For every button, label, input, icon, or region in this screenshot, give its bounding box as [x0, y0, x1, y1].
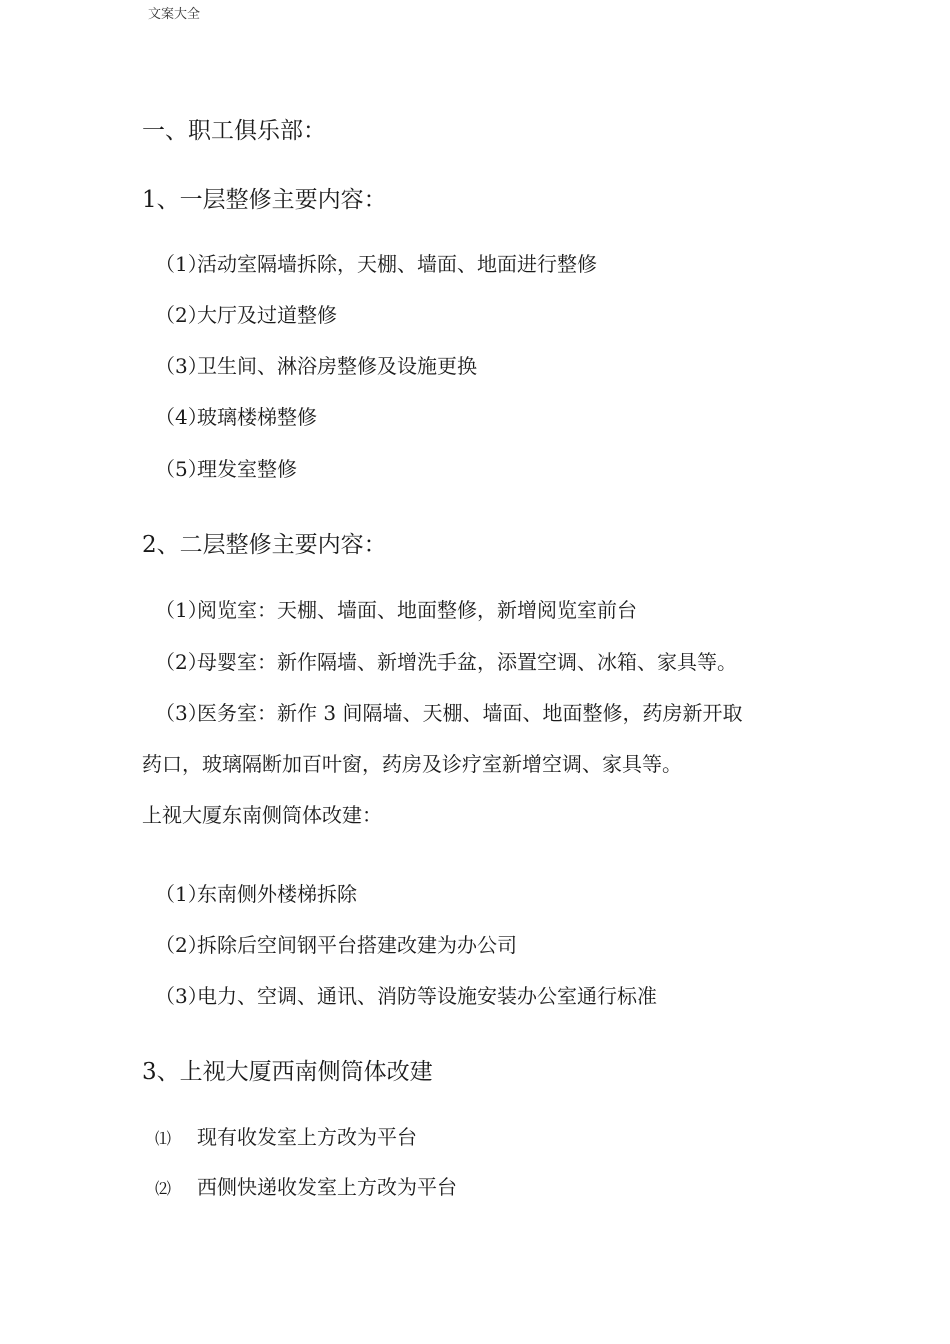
item-text: 阅览室：天棚、墙面、地面整修，新增阅览室前台 [197, 598, 637, 622]
item-text: 活动室隔墙拆除，天棚、墙面、地面进行整修 [197, 252, 597, 276]
section1-item-2 [155, 299, 337, 328]
section3-item-1 [155, 1121, 417, 1150]
section2-heading: 2、二层整修主要内容： [142, 532, 387, 558]
item-number: （5） [155, 457, 208, 481]
item-number: （3） [155, 701, 208, 725]
item-text: 玻璃楼梯整修 [197, 405, 317, 429]
item-number: ⑴ [155, 1129, 172, 1148]
item-text: 西侧快递收发室上方改为平台 [197, 1175, 457, 1199]
section3-heading: 3、上视大厦西南侧筒体改建 [142, 1059, 433, 1085]
document-title: 一、职工俱乐部： [142, 118, 326, 144]
subsection-item-1 [155, 878, 357, 907]
item-text: 大厅及过道整修 [197, 303, 337, 327]
item-number: （2） [155, 933, 208, 957]
section2-item-2 [155, 646, 737, 675]
item-text: 东南侧外楼梯拆除 [197, 882, 357, 906]
section1-item-4 [155, 401, 317, 430]
subsection-item-2 [155, 929, 517, 958]
subsection-heading: 上视大厦东南侧筒体改建： [142, 803, 382, 827]
item-number: （3） [155, 354, 208, 378]
section1-item-1 [155, 248, 597, 277]
header-note: 文案大全 [148, 7, 201, 22]
item-number: （1） [155, 598, 208, 622]
section1-item-3 [155, 350, 477, 379]
item-text: 母婴室：新作隔墙、新增洗手盆，添置空调、冰箱、家具等。 [197, 650, 737, 674]
item-text: 电力、空调、通讯、消防等设施安装办公室通行标准 [197, 984, 657, 1008]
section2-item-3 [155, 697, 742, 726]
item-number: ⑵ [155, 1179, 172, 1198]
item-number: （3） [155, 984, 208, 1008]
section3-item-2 [155, 1171, 457, 1200]
item-number: （2） [155, 303, 208, 327]
item-text: 拆除后空间钢平台搭建改建为办公司 [197, 933, 517, 957]
section2-item-1 [155, 594, 637, 623]
item-number: （1） [155, 252, 208, 276]
item-number: （4） [155, 405, 208, 429]
item-text: 卫生间、淋浴房整修及设施更换 [197, 354, 477, 378]
item-text: 理发室整修 [197, 457, 297, 481]
item-text: 医务室：新作 3 间隔墙、天棚、墙面、地面整修，药房新开取 [197, 701, 743, 725]
section1-item-5 [155, 453, 297, 482]
item-number: （1） [155, 882, 208, 906]
subsection-item-3 [155, 980, 657, 1009]
section1-heading: 1、一层整修主要内容： [142, 187, 387, 213]
section2-item-3-continuation: 药口，玻璃隔断加百叶窗，药房及诊疗室新增空调、家具等。 [142, 752, 682, 776]
item-number: （2） [155, 650, 208, 674]
item-text: 现有收发室上方改为平台 [197, 1125, 417, 1149]
